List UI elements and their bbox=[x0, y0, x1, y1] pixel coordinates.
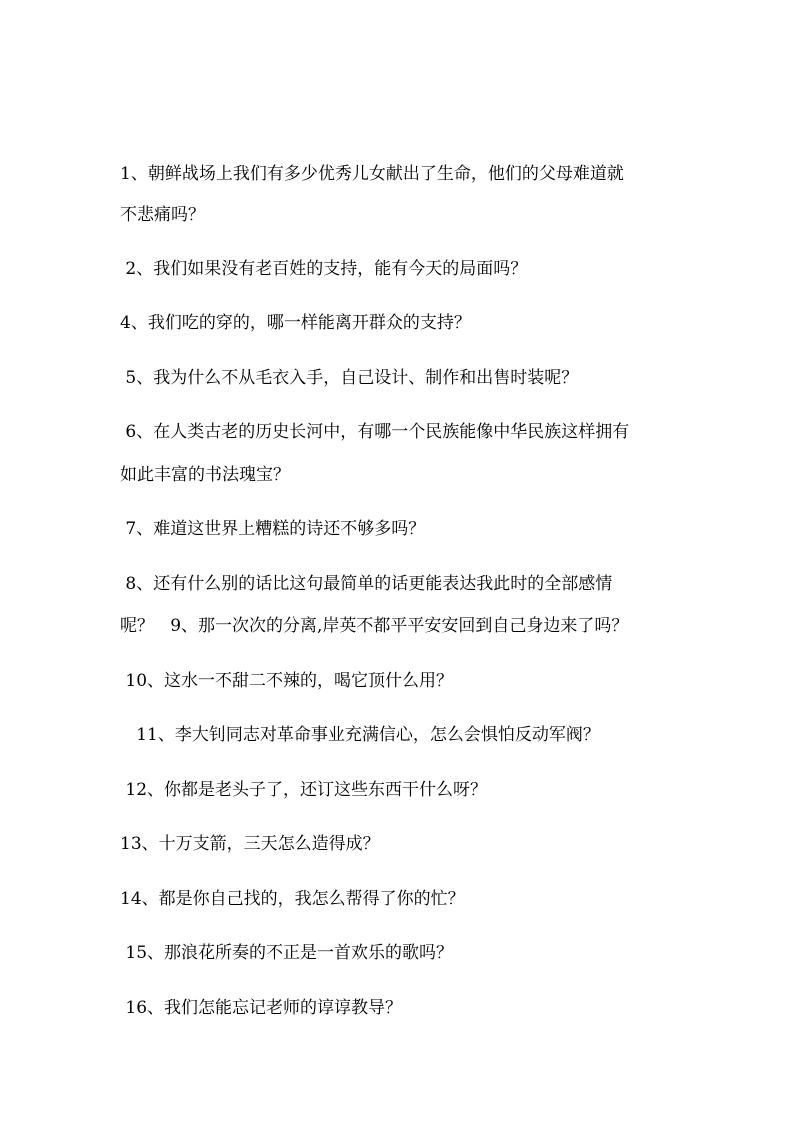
text-line: 如此丰富的书法瑰宝？ bbox=[120, 465, 290, 485]
text-line: 7、难道这世界上糟糕的诗还不够多吗？ bbox=[120, 519, 426, 539]
text-line: 2、我们如果没有老百姓的支持，能有今天的局面吗？ bbox=[120, 259, 528, 279]
text-line: 15、那浪花所奏的不正是一首欢乐的歌吗？ bbox=[120, 943, 454, 963]
text-line: 8、还有什么别的话比这句最简单的话更能表达我此时的全部感情 bbox=[120, 574, 613, 594]
text-line: 呢？ 9、那一次次的分离,岸英不都平平安安回到自己身边来了吗？ bbox=[120, 616, 629, 636]
text-line: 14、都是你自己找的，我怎么帮得了你的忙？ bbox=[120, 889, 465, 909]
text-line: 5、我为什么不从毛衣入手，自己设计、制作和出售时装呢？ bbox=[120, 368, 579, 388]
text-line: 13、十万支箭，三天怎么造得成？ bbox=[120, 834, 380, 854]
text-line: 16、我们怎能忘记老师的谆谆教导？ bbox=[120, 998, 403, 1018]
text-line: 6、在人类古老的历史长河中，有哪一个民族能像中华民族这样拥有 bbox=[120, 422, 630, 442]
text-line: 4、我们吃的穿的，哪一样能离开群众的支持？ bbox=[120, 313, 471, 333]
text-line: 10、这水一不甜二不辣的，喝它顶什么用？ bbox=[120, 671, 454, 691]
text-line: 不悲痛吗？ bbox=[120, 205, 205, 225]
text-line: 11、李大钊同志对革命事业充满信心，怎么会惧怕反动军阀？ bbox=[120, 725, 600, 745]
text-line: 1、朝鲜战场上我们有多少优秀儿女献出了生命，他们的父母难道就 bbox=[120, 164, 624, 184]
text-line: 12、你都是老头子了，还订这些东西干什么呀？ bbox=[120, 780, 488, 800]
